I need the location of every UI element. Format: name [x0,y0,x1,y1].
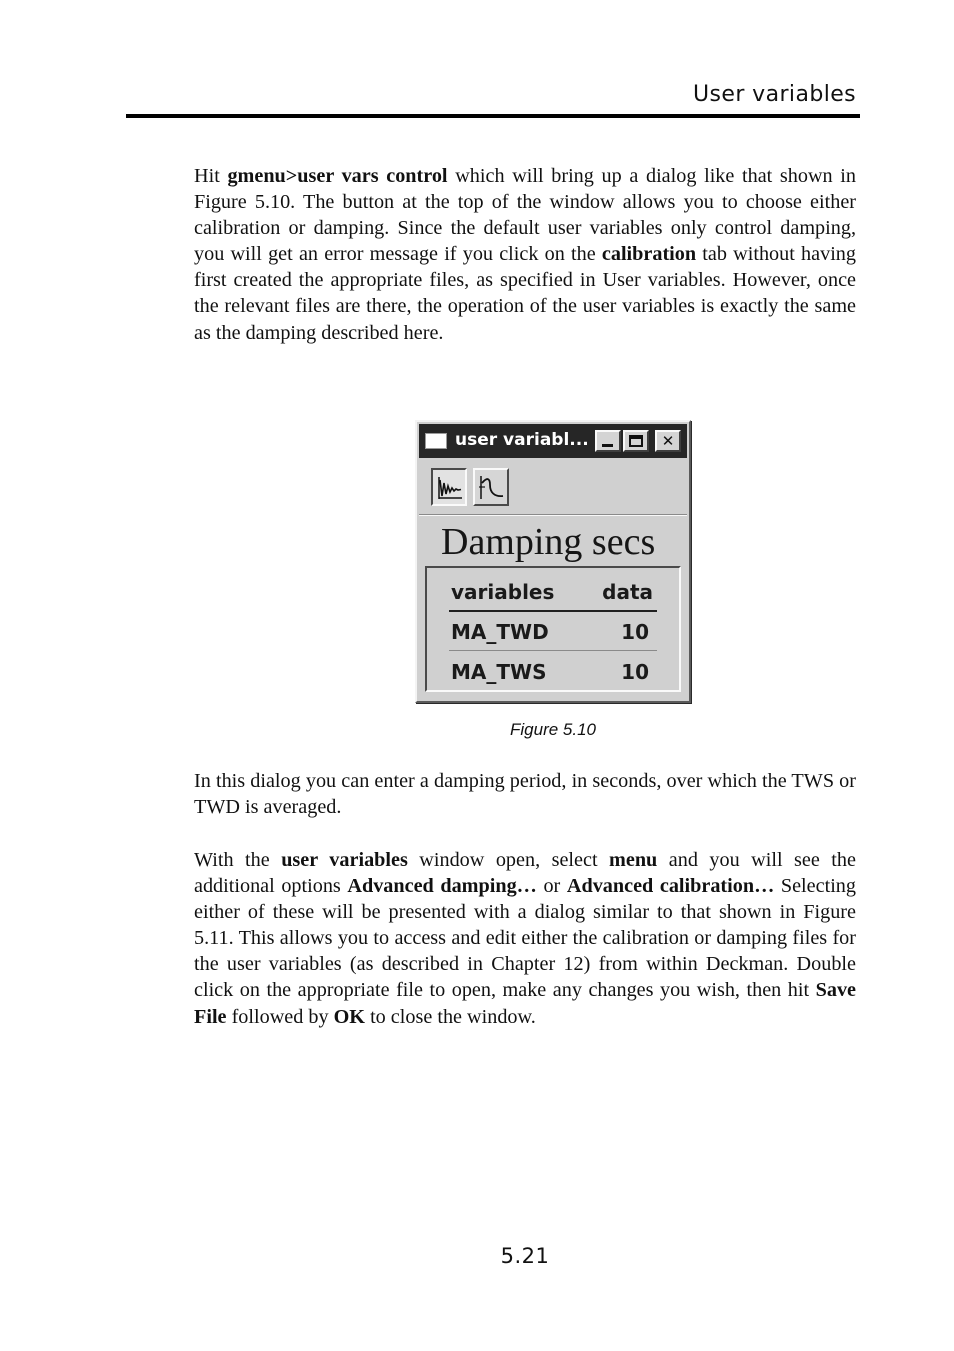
figure-caption: Figure 5.10 [510,720,596,739]
table-row[interactable] [449,652,657,690]
calibration-curve-icon [478,474,506,502]
damping-waveform-icon [436,474,464,502]
variable-data-cell[interactable]: 10 [621,660,649,684]
paragraph-advanced-options [194,847,856,1030]
save-file-emphasis: Save File [194,979,856,1028]
paragraph-text: Hit [194,165,228,187]
column-header-variables: variables [451,580,555,604]
window-title: user variabl... [455,430,589,450]
maximize-button[interactable] [623,430,649,452]
table-row[interactable] [449,612,657,651]
variables-table [425,566,681,692]
advanced-calibration-emphasis: Advanced calibration… [566,875,775,898]
paragraph-text: or [536,875,567,898]
variable-name-cell: MA_TWD [451,620,549,644]
window-titlebar [419,424,687,458]
paragraph-text: which will bring up a dialog like that shown in Figure 5.10. The button at the top of the window allows you to choose either calibration or damping. Since the default user variables only control damping, you will get an error message if you click on the [194,165,857,266]
menu-path-emphasis: gmenu>user vars control [227,165,448,187]
window-app-icon [425,433,447,449]
close-icon: ✕ [661,432,675,450]
paragraph-text: window open, select [407,849,610,871]
running-header-title: User variables [693,82,856,107]
advanced-damping-emphasis: Advanced damping… [347,875,537,898]
paragraph-text: tab without having first created the appropriate files, as specified in User variables. However, once the relevant files are there, the operation of the user variables is exactly the same as the damping described here. [194,243,856,344]
menu-emphasis: menu [609,849,658,871]
user-variables-emphasis: user variables [281,849,408,871]
column-header-data: data [602,580,653,604]
paragraph-text: followed by [226,1005,334,1028]
user-variables-dialog-figure [415,420,691,703]
paragraph-text: Selecting either of these will be presented with a dialog similar to that shown in Figure 5.11. This allows you to access and edit either the calibration or damping files for the user variables (as described in Chapter 12) from within Deckman. Double click on the appropriate file to open, make any changes you wish, then hit [194,875,856,1002]
paragraph-text: With the [194,849,282,871]
calibration-toggle-button[interactable] [473,468,509,506]
variable-name-cell: MA_TWS [451,660,547,684]
toolbar-separator [419,514,687,516]
maximize-icon [629,435,643,447]
damping-toggle-button[interactable] [431,468,467,506]
close-button[interactable] [655,430,681,452]
ok-emphasis: OK [333,1005,366,1028]
paragraph-intro [194,163,856,346]
running-header [126,80,860,118]
paragraph-damping-period: In this dialog you can enter a damping period, in seconds, over which the TWS or TWD is averaged. [194,770,856,819]
dialog-heading: Damping secs [441,521,656,563]
minimize-button[interactable] [595,430,621,452]
page-number: 5.21 [500,1244,550,1268]
minimize-icon [602,444,613,447]
paragraph-text: to close the window. [365,1005,536,1028]
paragraph-text: and you will see the additional options [194,849,856,898]
variable-data-cell[interactable]: 10 [621,620,649,644]
table-header-row [449,572,657,612]
calibration-emphasis: calibration [601,243,697,266]
